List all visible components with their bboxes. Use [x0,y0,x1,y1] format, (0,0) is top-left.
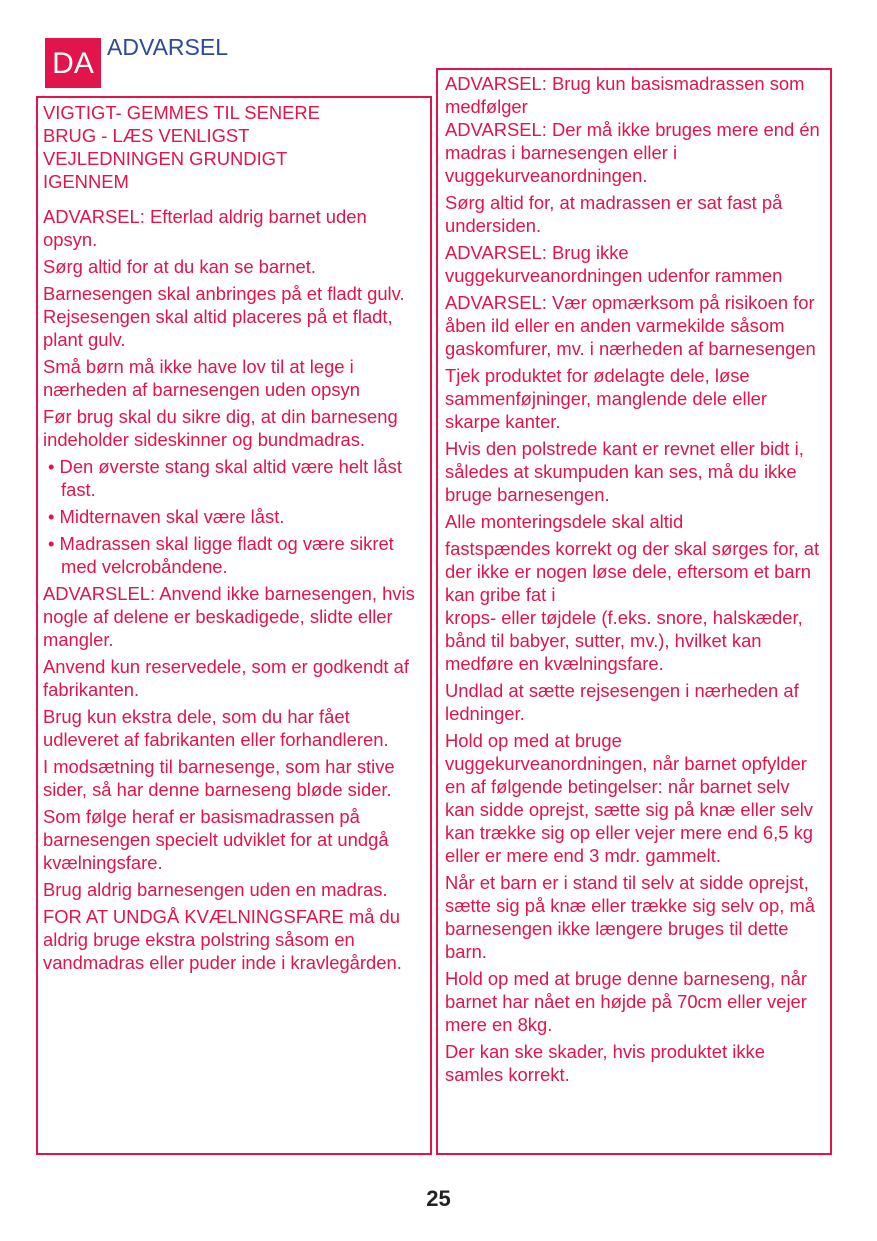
warning-paragraph: Som følge heraf er basismadrassen på barnesengen specielt udviklet for at undgå kvælningsfare. [43,806,389,873]
warning-paragraph: ADVARSEL: Brug ikke vuggekurveanordningen udenfor rammen [445,242,783,286]
warning-paragraph: Små børn må ikke have lov til at lege i nærheden af barnesengen uden opsyn [43,356,360,400]
warning-paragraph: ADVARSEL: Brug kun basismadrassen som medfølger ADVARSEL: Der må ikke bruges mere end én madras i barnesengen eller i vuggekurveanordningen. [445,73,820,186]
warning-paragraph: I modsætning til barnesenge, som har stive sider, så har denne barneseng bløde sider. [43,756,395,800]
warning-paragraph: Anvend kun reservedele, som er godkendt af fabrikanten. [43,656,409,700]
bullet-item: • Madrassen skal ligge fladt og være sikret med velcrobåndene. [48,533,394,577]
warning-paragraph: Der kan ske skader, hvis produktet ikke samles korrekt. [445,1041,765,1085]
language-badge: DA [45,38,101,88]
warning-paragraph: Når et barn er i stand til selv at sidde oprejst, sætte sig på knæ eller trække sig selv op, må barnesengen ikke længere bruges til dette barn. [445,872,816,962]
warning-paragraph: Hold op med at bruge denne barneseng, når barnet har nået en højde på 70cm eller vejer mere en 8kg. [445,968,807,1035]
warning-paragraph: Sørg altid for, at madrassen er sat fast på undersiden. [445,192,783,236]
bullet-item: • Den øverste stang skal altid være helt låst fast. [48,456,402,500]
warning-paragraph: Sørg altid for at du kan se barnet. [43,256,316,277]
warning-paragraph: Barnesengen skal anbringes på et fladt gulv. Rejsesengen skal altid placeres på et fladt, plant gulv. [43,283,405,350]
important-notice-heading: VIGTIGT- GEMMES TIL SENERE BRUG - LÆS VENLIGST VEJLEDNINGEN GRUNDIGT IGENNEM [43,102,320,192]
right-warning-column [436,68,832,1155]
bullet-item: • Midternaven skal være låst. [48,506,285,527]
warning-paragraph: Tjek produktet for ødelagte dele, løse sammenføjninger, manglende dele eller skarpe kanter. [445,365,768,432]
page-title: ADVARSEL [107,34,229,60]
warning-paragraph: Hvis den polstrede kant er revnet eller bidt i, således at skumpuden kan ses, må du ikke bruge barnesengen. [445,438,804,505]
warning-paragraph: fastspændes korrekt og der skal sørges for, at der ikke er nogen løse dele, eftersom et barn kan gribe fat i krops- eller tøjdele (f.eks. snore, halskæder, bånd til babyer, sutter, mv.), hvilket kan medføre en kvælningsfare. [445,538,820,674]
left-warning-column [36,96,432,1155]
warning-paragraph: Brug kun ekstra dele, som du har fået udleveret af fabrikanten eller forhandleren. [43,706,389,750]
warning-paragraph: Før brug skal du sikre dig, at din barneseng indeholder sideskinner og bundmadras. [43,406,398,450]
warning-paragraph: Undlad at sætte rejsesengen i nærheden af ledninger. [445,680,799,724]
warning-paragraph: Brug aldrig barnesengen uden en madras. [43,879,388,900]
warning-paragraph: Hold op med at bruge vuggekurveanordningen, når barnet opfylder en af følgende betingelser: når barnet selv kan sidde oprejst, sætte sig på knæ eller selv kan trække sig op eller vejer mere end 6,5 kg eller er mere end 3 mdr. gammelt. [445,730,813,866]
page-number: 25 [426,1186,451,1211]
warning-paragraph: ADVARSEL: Vær opmærksom på risikoen for åben ild eller en anden varmekilde såsom gaskomfurer, mv. i nærheden af barnesengen [445,292,816,359]
warning-paragraph: Alle monteringsdele skal altid [445,511,684,532]
warning-paragraph: FOR AT UNDGÅ KVÆLNINGSFARE må du aldrig bruge ekstra polstring såsom en vandmadras eller puder inde i kravlegården. [43,906,402,973]
warning-paragraph: ADVARSEL: Efterlad aldrig barnet uden opsyn. [43,206,367,250]
warning-paragraph: ADVARSLEL: Anvend ikke barnesengen, hvis nogle af delene er beskadigede, slidte eller mangler. [43,583,415,650]
